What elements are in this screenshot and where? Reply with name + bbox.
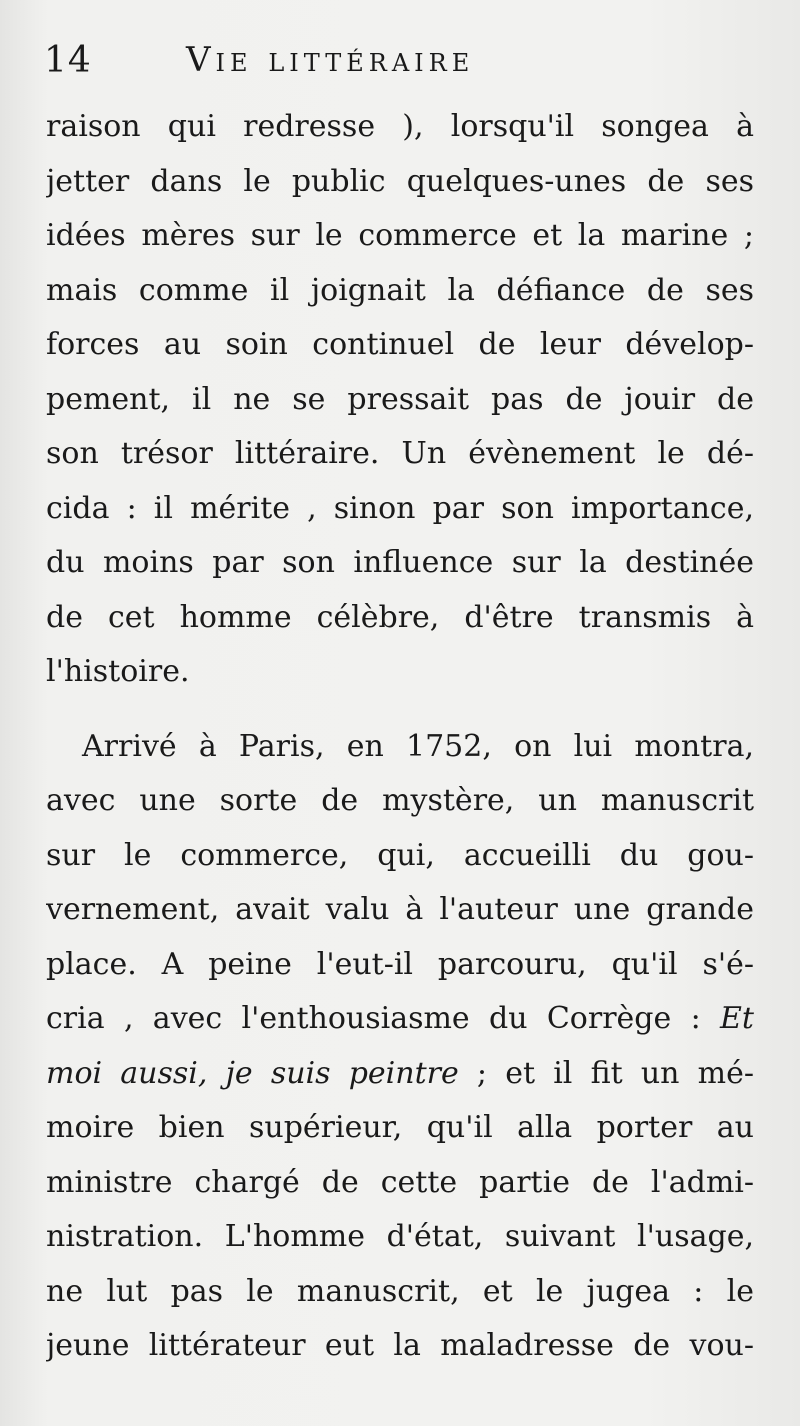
body-text bbox=[46, 100, 754, 1374]
page-header bbox=[44, 40, 764, 90]
text-line-mixed bbox=[46, 1047, 754, 1102]
text-line: idées mères sur le commerce et la marine ; bbox=[46, 218, 754, 253]
text-line: jetter dans le public quelques-unes de ses bbox=[46, 163, 754, 199]
text-line: pement, il ne se pressait pas de jouir de bbox=[46, 381, 754, 417]
running-title: Vie littéraire bbox=[186, 40, 475, 80]
text-line: l'histoire. bbox=[46, 654, 190, 689]
text-line: avec une sorte de mystère, un manuscrit bbox=[46, 783, 754, 818]
page-number: 14 bbox=[44, 40, 92, 81]
text-line: mais comme il joignait la défiance de ses bbox=[46, 272, 754, 308]
text-line: sur le commerce, qui, accueilli du gou- bbox=[46, 837, 754, 873]
text-line: du moins par son influence sur la destinée bbox=[46, 545, 754, 580]
text-line: place. A peine l'eut-il parcouru, qu'il s'é- bbox=[46, 946, 754, 982]
paragraph-gap bbox=[46, 700, 754, 720]
text-line: cida : il mérite , sinon par son importance, bbox=[46, 490, 754, 526]
text-line: raison qui redresse ), lorsqu'il songea à bbox=[46, 109, 754, 144]
text-line-mixed bbox=[46, 992, 754, 1047]
text-line: ne lut pas le manuscrit, et le jugea : le bbox=[46, 1273, 754, 1309]
text-line: de cet homme célèbre, d'être transmis à bbox=[46, 599, 754, 635]
text-line: forces au soin continuel de leur dévelop- bbox=[46, 327, 754, 362]
text-line: son trésor littéraire. Un évènement le dé- bbox=[46, 436, 754, 471]
text-segment: cria , avec l'enthousiasme du Corrège : bbox=[46, 1001, 721, 1036]
text-line: moire bien supérieur, qu'il alla porter au bbox=[46, 1110, 754, 1145]
italic-quote: moi aussi, je suis peintre bbox=[46, 1055, 459, 1091]
text-line: ministre chargé de cette partie de l'admi- bbox=[46, 1164, 754, 1200]
text-line: vernement, avait valu à l'auteur une grande bbox=[46, 892, 754, 927]
italic-quote: Et bbox=[720, 1001, 754, 1036]
text-line: Arrivé à Paris, en 1752, on lui montra, bbox=[82, 728, 754, 764]
text-line: jeune littérateur eut la maladresse de vou- bbox=[46, 1328, 754, 1363]
text-line: nistration. L'homme d'état, suivant l'usage, bbox=[46, 1219, 754, 1254]
text-segment: ; et il fit un mé- bbox=[458, 1055, 754, 1091]
